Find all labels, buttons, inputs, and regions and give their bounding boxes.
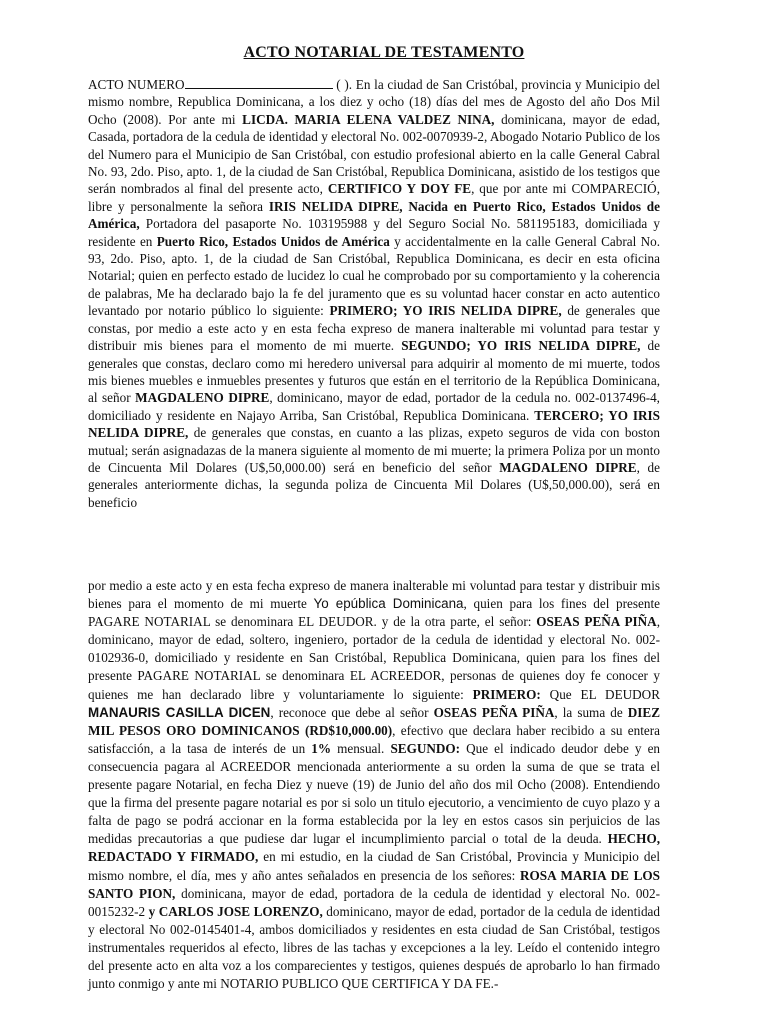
certification-phrase: CERTIFICO Y DOY FE [327, 181, 472, 197]
text-span: , la suma de [554, 704, 628, 720]
clause-third: TERCERO; YO IRIS NELIDA DIPRE, [88, 407, 660, 441]
debtor-name: MANAURIS CASILLA DICEN [88, 704, 271, 720]
act-number-blank [185, 76, 333, 89]
text-span: , de generales anteriormente dichas, la segunda poliza de Cincuenta Mil Dolares (U$,50,000.00), será en beneficio [88, 459, 660, 510]
testator-name: IRIS NELIDA DIPRE, Nacida en Puerto Rico, Estados Unidos de América, [88, 198, 660, 232]
clause-first: PRIMERO; YO IRIS NELIDA DIPRE, [329, 303, 562, 319]
text-span: y accidentalmente en la calle General Cabral No. 93, 2do. Piso, apto. 1, de la ciudad de San Cristóbal, Republica Dominicana, es decir en esta oficina Notarial; quien en perfecto estado de lucidez lo cual he comprobado por su comportamiento y la coherencia de palabras, Me ha declarado bajo la fe del juramento que es su voluntad hacer constar en acto autentico levantado por notario público lo siguiente: [88, 233, 660, 319]
text-span: , dominicano, mayor de edad, portador de la cedula no. 002-0137496-4, domiciliado y residente en Najayo Arriba, San Cristóbal, Republica Dominicana. [88, 390, 660, 423]
witness-name: ROSA MARIA DE LOS SANTO PION, [88, 867, 660, 901]
clause-second: SEGUNDO; YO IRIS NELIDA DIPRE, [401, 338, 641, 354]
beneficiary-name: MAGDALENO DIPRE [499, 459, 637, 475]
witness-name: y CARLOS JOSE LORENZO, [148, 903, 323, 919]
text-span: , reconoce que debe al señor [270, 704, 434, 720]
testament-paragraph [88, 76, 660, 511]
creditor-name: OSEAS PEÑA PIÑA [433, 704, 555, 720]
document-title: ACTO NOTARIAL DE TESTAMENTO [243, 44, 525, 61]
text-span: , quien para los fines del presente PAGARE NOTARIAL se denominara EL DEUDOR. y de la otra parte, el señor: [88, 596, 660, 630]
text-span: de generales que constas, por medio a este acto y en esta fecha expreso de manera inalterable mi voluntad para testar y distribuir mis bienes para el momento de mi muerte. [88, 303, 660, 354]
text-span: ( ). En la ciudad de San Cristóbal, provincia y Municipio del mismo nombre, Republica Dominicana, a los diez y ocho (18) días del mes de Agosto del año Dos Mil Ocho (2008). Por ante mi [88, 77, 660, 127]
text-span: Que el indicado deudor debe y en consecuencia pagara al ACREEDOR mencionada anteriormente a su orden la suma de que se trata el presente pagare Notarial, en fecha Diez y nueve (19) de Junio del año dos mil Ocho (2008). Entendiendo que la firma del presente pagare notarial es por si solo un titulo ejecutorio, a vencimiento de cuyo plazo y a falta de pago se podrá accionar en la forma establecida por la ley en estos casos sin perjuicios de las medidas precautorias a que pudiese dar lugar el incumplimiento parcial o total de la deuda. [88, 740, 661, 847]
text-span: de generales que constas, declaro como mi heredero universal para adquirir al momento de mi muerte, todos mis bienes muebles e inmuebles presentes y futuros que están en el territorio de la República Dominicana, al señor [88, 338, 660, 406]
text-span: , efectivo que declara haber recibido a su entera satisfacción, a la tasa de interés de un [88, 722, 660, 756]
text-span: dominicana, mayor de edad, Casada, portadora de la cedula de identidad y electoral No. 002-0070939-2, Abogado Notario Publico de los del Numero para el Municipio de San Cristóbal, con estudio profesional abierto en la calle General Cabral No. 93, 2do. Piso, apto. 1, de la ciudad de San Cristóbal, Republica Dominicana, asistido de los testigos que serán nombrados al final del presente acto, [88, 111, 660, 197]
promissory-paragraph [88, 577, 660, 993]
text-span: ACTO NUMERO [88, 77, 185, 92]
text-span: dominicano, mayor de edad, portador de la cedula de identidad y electoral No 002-0145401-4, ambos domiciliados y residentes en esta ciudad de San Cristóbal, testigos instrumentales requeridos al efecto, libres de las tachas y excepciones a la ley. Leído el contenido integro del presente acto en alta voz a los comparecientes y testigos, quienes después de aprobarlo lo han firmado junto conmigo y ante mi NOTARIO PUBLICO QUE CERTIFICA Y DA FE.- [88, 903, 660, 992]
notary-name: LICDA. MARIA ELENA VALDEZ NINA, [242, 111, 495, 127]
text-span: , que por ante mi COMPARECIÓ, libre y personalmente la señora [88, 181, 660, 214]
text-span-sans: Yo epública Dominicana [313, 596, 464, 612]
clause-second: SEGUNDO: [390, 740, 461, 756]
interest-rate: 1% [311, 740, 332, 756]
text-span: de generales que constas, en cuanto a las plizas, expeto seguros de vida con boston mutual; serán asignadazas de la manera siguiente al momento de mi muerte; la primera Poliza por un monto de Cincuenta Mil Dolares (U$,50,000.00) será en beneficio del señor [88, 425, 660, 475]
closing-phrase: HECHO, REDACTADO Y FIRMADO, [88, 831, 660, 865]
residence: Puerto Rico, Estados Unidos de América [156, 233, 390, 249]
creditor-name: OSEAS PEÑA PIÑA [536, 614, 657, 630]
text-span: mensual. [331, 740, 391, 756]
heir-name: MAGDALENO DIPRE [135, 390, 270, 406]
text-span: , dominicano, mayor de edad, soltero, ingeniero, portador de la cedula de identidad y electoral No. 002-0102936-0, domiciliado y residente en San Cristóbal, Republica Dominicana, quien para los fines del presente PAGARE NOTARIAL se denominara EL ACREEDOR, personas de quienes doy fe conocer y quienes me han declarado libre y voluntariamente lo siguiente: [88, 614, 660, 702]
text-span: Portadora del pasaporte No. 103195988 y del Seguro Social No. 581195183, domiciliada y residente en [88, 216, 660, 249]
text-span: dominicana, mayor de edad, portadora de la cedula de identidad y electoral No. 002-0015232-2 [88, 885, 661, 919]
loan-amount: DIEZ MIL PESOS ORO DOMINICANOS (RD$10,000.00) [88, 704, 660, 738]
text-span: por medio a este acto y en esta fecha expreso de manera inalterable mi voluntad para testar y distribuir mis bienes para el momento de mi muerte [88, 578, 660, 612]
clause-first: PRIMERO: [472, 686, 541, 702]
text-span: en mi estudio, en la ciudad de San Cristóbal, Provincia y Municipio del mismo nombre, el día, mes y año antes señalados en presencia de los señores: [88, 849, 660, 883]
text-span: Que EL DEUDOR [540, 686, 660, 702]
